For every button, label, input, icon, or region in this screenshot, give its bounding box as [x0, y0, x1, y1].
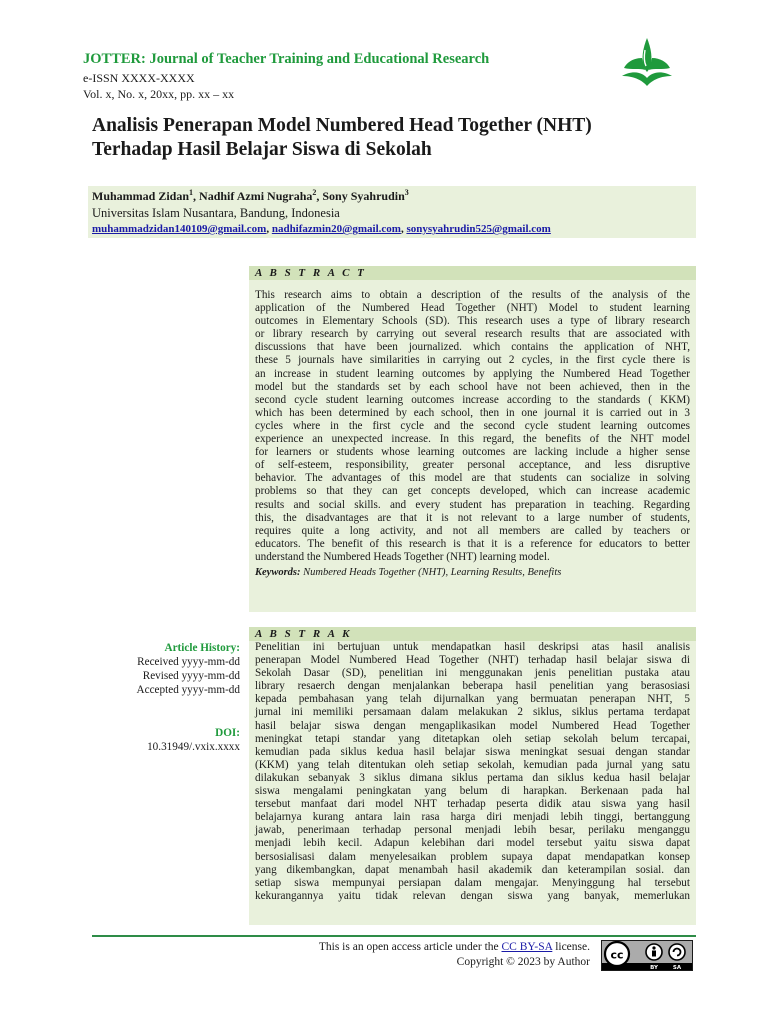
accepted-date: Accepted yyyy-mm-dd: [136, 684, 240, 696]
license-statement: [280, 940, 590, 955]
abstract-line: second cycle student learning outcomes increase according to the standards ( KKM): [255, 393, 690, 406]
abstract-line: understand the Numbered Heads Together (NHT) learning model.: [255, 550, 550, 563]
cc-badge-cc-text: cc: [610, 948, 624, 962]
author-emails: [92, 223, 551, 235]
abstract-line: requires quite a long activity, and not all members are called by teachers or: [255, 524, 690, 537]
abstract-line: Sekolah Dasar (SD), penelitian ini menggunakan jenis penelitian pustaka atau: [255, 667, 690, 680]
revised-date: Revised yyyy-mm-dd: [142, 670, 240, 682]
footer-divider: [92, 935, 696, 937]
author-affiliation-mark: 2: [312, 188, 317, 197]
abstract-line: jawab, penerimaan terhadap personal menjadi lebih besar, perilaku menganggu: [255, 824, 690, 837]
abstract-line: kekurangannya yaitu tidak relevan dengan siswa yang banyak, memerlukan: [255, 889, 690, 902]
license-suffix: license.: [552, 941, 590, 953]
article-title-line2: Terhadap Hasil Belajar Siswa di Sekolah: [92, 139, 432, 160]
abstract-line: this, the disadvantages are that it is not relevant to a large number of students,: [255, 511, 690, 524]
issn: e-ISSN XXXX-XXXX: [83, 71, 195, 85]
article-title: [92, 114, 592, 162]
abstract-line: penerapan Model Numbered Head Together (NHT) terhadap hasil belajar siswa di: [255, 654, 690, 667]
article-history-label: Article History:: [164, 642, 240, 654]
abstract-line: results and social skills. and every student has preparation in teaching. Regarding: [255, 498, 690, 511]
doi-value: 10.31949/.vxix.xxxx: [147, 741, 240, 753]
abstract-line: hasil belajar siswa dengan mengaplikasikan model Numbered Head Together: [255, 719, 690, 732]
abstract-line: experience an unexpected increase. In this regard, the benefits of the NHT model: [255, 433, 690, 446]
keywords-list: Numbered Heads Together (NHT), Learning Results, Benefits: [300, 567, 562, 578]
author-list: [92, 188, 409, 204]
abstract-line: model but the standards set by each school have not been achieved, then in the: [255, 380, 690, 393]
abstract-line: This research aims to obtain a description of the results of the analysis of the: [255, 289, 690, 301]
author-separator: ,: [193, 189, 200, 203]
article-history: [80, 641, 240, 697]
cc-badge-graphic-icon: [602, 941, 692, 970]
keywords-label: Keywords:: [255, 567, 301, 578]
email-link[interactable]: sonysyahrudin525@gmail.com: [406, 223, 551, 235]
license-link[interactable]: CC BY-SA: [501, 941, 553, 953]
abstrak-text: [255, 641, 690, 903]
abstract-line: discussions that have been journalized. which contains the application of NHT,: [255, 341, 690, 354]
email-link[interactable]: nadhifazmin20@gmail.com: [271, 223, 401, 235]
abstract-line: outcomes in Elementary Schools (SD). This research uses a type of library research: [255, 315, 690, 328]
keywords: [255, 567, 561, 578]
abstract-line: educators. The benefit of this research is that it is a reference for educators to better: [255, 537, 690, 550]
abstrak-heading: A B S T R A K: [255, 628, 352, 640]
author-affiliation-mark: 1: [189, 188, 194, 197]
abstract-line: cycles where in the first cycle and the second cycle student learning outcomes: [255, 419, 690, 432]
author-name: Sony Syahrudin: [322, 189, 405, 203]
author-name: Nadhif Azmi Nugraha: [199, 189, 313, 203]
abstract-text: [255, 289, 690, 564]
abstract-heading-bar: [249, 266, 696, 280]
abstract-line: siswa mengalami peningkatan yang belum di harapkan. Berkenaan pada hal: [255, 785, 690, 798]
abstract-line: these 5 journals have similarities in carrying out 2 cycles, in the first cycle there is: [255, 354, 690, 367]
author-separator: ,: [316, 189, 323, 203]
received-date: Received yyyy-mm-dd: [137, 656, 240, 668]
abstrak-panel: [249, 627, 696, 925]
cc-badge-sa-text: SA: [672, 965, 682, 970]
doi-label: DOI:: [215, 727, 240, 739]
abstract-line: kemudian pada siklus kedua hasil belajar siswa meningkat sesuai dengan standar: [255, 745, 690, 758]
cc-by-sa-badge-icon[interactable]: [601, 940, 693, 971]
abstract-line: menjadi lebih kecil. Adapun kelebihan dari model tersebut yaitu siswa dapat: [255, 837, 690, 850]
abstrak-heading-bar: [249, 627, 696, 641]
abstract-line: kepada pembahasan yang telah dijurnalkan yang bermuatan penerapan NHT, 5: [255, 693, 690, 706]
email-separator: ,: [400, 223, 407, 235]
abstract-line: meningkat tetapi standar yang ditetapkan oleh setiap sekolah belum tercapai,: [255, 732, 690, 745]
abstract-line: problems so that they can get concepts developed, which can increase academic: [255, 485, 690, 498]
doi-block: [80, 726, 240, 754]
author-name: Muhammad Zidan: [92, 189, 190, 203]
abstract-line: behavior. The advantages of this model are that students can socialize in solving: [255, 472, 690, 485]
abstract-line: (KKM) yang telah ditentukan oleh setiap sekolah, kemudian pada jurnal yang satu: [255, 758, 690, 771]
email-link[interactable]: muhammadzidan140109@gmail.com: [92, 223, 267, 235]
cc-badge-by-text: BY: [650, 965, 658, 970]
volume-info: Vol. x, No. x, 20xx, pp. xx – xx: [83, 87, 235, 101]
author-affiliation-mark: 3: [404, 188, 409, 197]
abstract-line: an increase in student learning outcomes by applying the Numbered Head Together: [255, 367, 690, 380]
abstract-heading: A B S T R A C T: [255, 267, 367, 279]
abstract-line: tersebut manfaat dari model NHT terhadap peserta didik atau siswa yang hasil: [255, 798, 690, 811]
abstract-line: jurnal ini memiliki persamaan dalam melakukan 2 siklus, siklus pertama terdapat: [255, 706, 690, 719]
abstract-line: or library research by carrying out several research results that are associated with: [255, 328, 690, 341]
email-separator: ,: [266, 223, 272, 235]
abstract-line: belajarnya kurang antara lain rasa harga diri menjadi lebih tinggi, bertanggung: [255, 811, 690, 824]
abstract-line: yang dikembangkan, dapat menambah hasil akademik dan keterampilan sosial. dan: [255, 863, 690, 876]
abstract-line: of self-esteem, responsibility, greater personal acceptance, and less disruptive: [255, 459, 690, 472]
abstract-line: which has been determined by each school, then in one journal it is carried out in 3: [255, 406, 690, 419]
abstract-panel: [249, 266, 696, 612]
license-prefix: This is an open access article under the: [318, 941, 502, 953]
abstract-line: bersosialisasi dalam menyelesaikan problem supaya dapat mendapatkan konsep: [255, 850, 690, 863]
copyright: Copyright © 2023 by Author: [456, 956, 590, 968]
abstract-line: application of the Numbered Head Together (NHT) Model to student learning: [255, 302, 690, 315]
abstract-line: Penelitian ini bertujuan untuk mendapatkan hasil deskripsi atas hasil analisis: [255, 641, 690, 653]
abstract-line: setiap siswa mempunyai persiapan dalam mengajar. Menyinggung hal tersebut: [255, 876, 690, 889]
journal-logo-icon: [618, 36, 676, 90]
article-title-line1: Analisis Penerapan Model Numbered Head Together (NHT): [92, 115, 592, 136]
abstract-line: for learners or students whose learning outcomes are lacking include a higher sense: [255, 446, 690, 459]
abstract-line: dilakukan sebanyak 3 siklus dimana siklus pertama dan siklus kedua hasil belajar: [255, 771, 690, 784]
abstract-line: library resaerch dengan menjalankan beberapa hasil penelitian yang berasosiasi: [255, 680, 690, 693]
affiliation: Universitas Islam Nusantara, Bandung, Indonesia: [92, 206, 340, 220]
journal-name: JOTTER: Journal of Teacher Training and Educational Research: [83, 51, 490, 67]
